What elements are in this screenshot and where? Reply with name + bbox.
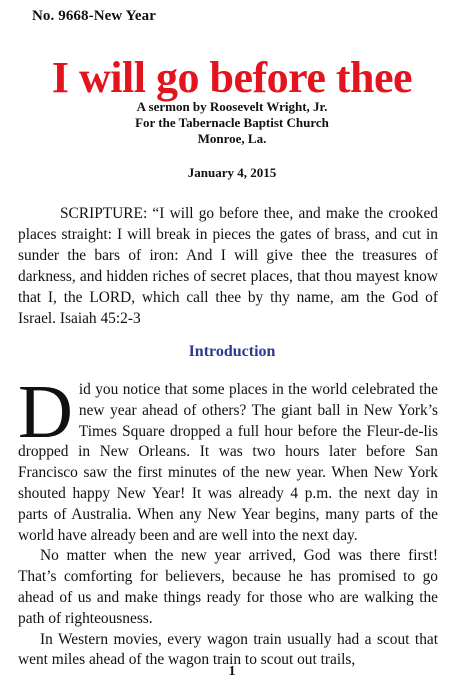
- paragraph-1: [18, 370, 438, 546]
- sermon-title: I will go before thee: [51, 53, 413, 102]
- byline: [0, 99, 464, 147]
- page-number: 1: [228, 664, 236, 679]
- sermon-number: No. 9668-New Year: [32, 8, 157, 24]
- body-text: [18, 370, 438, 671]
- scripture-passage: SCRIPTURE: “I will go before thee, and make the crooked places straight: I will break in pieces the gates of brass, and cut in sunder the bars of iron: And I will give thee the treasures of darkness, and hidden riches of secret places, that thou mayest know that I, the LORD, which call thee by thy name, am the God of Israel. Isaiah 45:2-3: [18, 205, 438, 327]
- paragraph-1-text: id you notice that some places in the world celebrated the new year ahead of others? The giant ball in New York’s Times Square dropped a full hour before the Fleur-de-lis dropped in New Orleans. It was two hours later before San Francisco saw the first minutes of the new year. When New York shouted happy New Year! It was already 4 p.m. the next day in parts of Australia. When any New Year begins, many parts of the world have already been and are well into the next day.: [18, 381, 438, 544]
- byline-church: For the Tabernacle Baptist Church: [135, 115, 329, 130]
- drop-cap: D: [18, 370, 73, 454]
- byline-location: Monroe, La.: [197, 131, 267, 146]
- paragraph-2: No matter when the new year arrived, God was there first! That’s comforting for believers, because he has promised to go ahead of us and make things ready for those who are walking the path of righteousness.: [18, 547, 438, 627]
- section-heading: Introduction: [188, 343, 276, 360]
- byline-author: A sermon by Roosevelt Wright, Jr.: [136, 99, 328, 114]
- sermon-date: January 4, 2015: [187, 165, 277, 180]
- paragraph-3: In Western movies, every wagon train usually had a scout that went miles ahead of the wagon train to scout out trails,: [18, 630, 438, 669]
